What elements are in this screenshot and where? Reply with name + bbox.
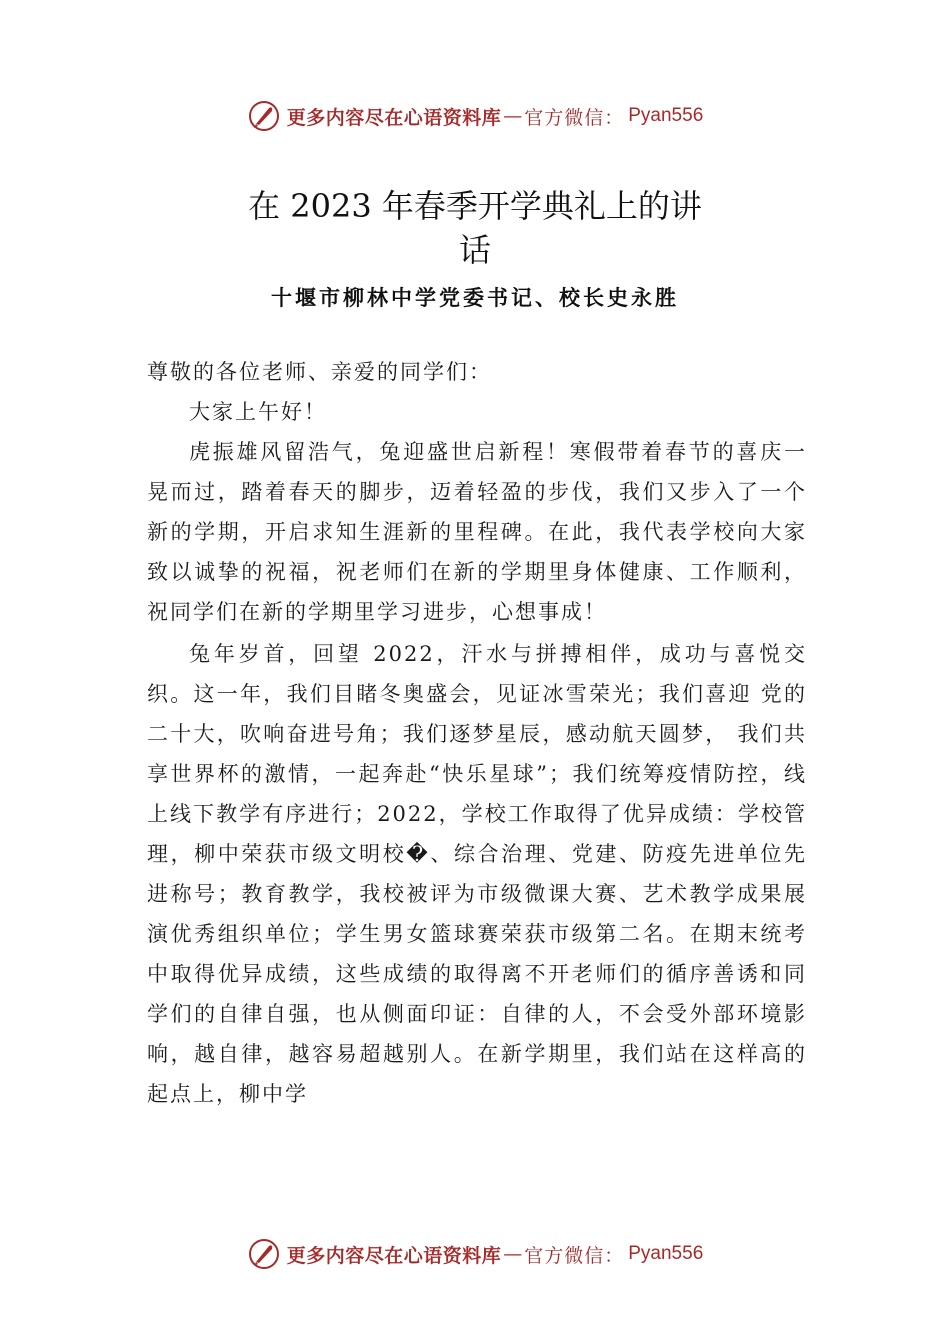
title-line-1: 在 2023 年春季开学典礼上的讲 — [248, 187, 702, 225]
paragraph-2: 兔年岁首，回望 2022，汗水与拼搏相伴，成功与喜悦交织。这一年，我们目睹冬奥盛会，见证冰雪荣光；我们喜迎 党的二十大，吹响奋进号角；我们逐梦星辰，感动航天圆梦， 我们共享世界杯的激情，一起奔赴“快乐星球”；我们统筹疫情防控，线上线下教学有序进行；2022，学校工作取得了优异成绩：学校管理，柳中荣获市级文明校�、综合治理、党建、防疫先进单位先进称号；教育教学，我校被评为市级微课大赛、艺术教学成果展演优秀组织单位；学生男女篮球赛荣获市级第二名。在期末统考中取得优异成绩，这些成绩的取得离不开老师们的循序善诱和同学们的自律自强，也从侧面印证：自律的人，不会受外部环境影响，越自律，越容易超越别人。在新学期里，我们站在这样高的起点上，柳中学 — [147, 642, 807, 1106]
paragraph-1: 虎振雄风留浩气，兔迎盛世启新程！寒假带着春节的喜庆一晃而过，踏着春天的脚步，迈着轻盈的步伐，我们又步入了一个新的学期，开启求知生涯新的里程碑。在此，我代表学校向大家致以诚挚的祝福，祝老师们在新的学期里身体健康、工作顺利，祝同学们在新的学期里学习进步，心想事成！ — [147, 440, 807, 624]
watermark-dash: — — [503, 105, 523, 127]
watermark-wechat-id: Pyan556 — [628, 1243, 704, 1264]
watermark-wechat-id: Pyan556 — [628, 105, 704, 126]
greeting: 大家上午好！ — [189, 400, 327, 424]
page-title — [0, 184, 950, 272]
watermark-wechat-label: 官方微信： — [524, 1244, 625, 1267]
quill-pen-logo-icon — [247, 99, 281, 133]
watermark-wechat-label: 官方微信： — [524, 106, 625, 129]
salutation: 尊敬的各位老师、亲爱的同学们： — [147, 360, 492, 384]
watermark-dash: — — [503, 1243, 523, 1265]
quill-pen-logo-icon — [247, 1237, 281, 1271]
author-line: 十堰市柳林中学党委书记、校长史永胜 — [271, 285, 679, 310]
watermark-brand: 更多内容尽在心语资料库 — [286, 1244, 502, 1267]
header-watermark — [0, 96, 950, 136]
watermark-brand: 更多内容尽在心语资料库 — [286, 106, 502, 129]
speech-body — [147, 352, 807, 1114]
title-line-2: 话 — [458, 231, 491, 269]
footer-watermark — [0, 1234, 950, 1274]
